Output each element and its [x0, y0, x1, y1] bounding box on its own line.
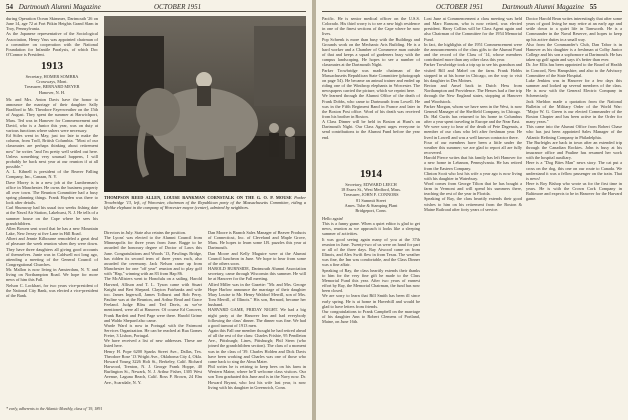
- right-col1-body: Hello again! This is a funny game. When a quiet editor is glad to get news, reunion as we approach it looks like a sleeping summer of activities. It was good seeing again many of you at the 37th reunion in June. Twenty-two of us were on hand for part or all of the three days. Ray Atwood came on from Illinois, and Alex Swift flew in from Texas. The weather was fine, the Inn was comfortable, and the Class Dinner was a fine affair. Speaking of Ray, the class heartily extends their thanks to him for the very fine gift he made to the Class Memorial Fund this year. After two years of earnest effort by Ray, the Memorial Chairman, the fund has now been closed. We are sorry to learn that Bill Smith has been ill since early spring. He is at home in Haverhill and would be glad to have letters from friends. Our congratulations to Frank Campbell on the marriage of his daughter Ann to Robert Clemens of Portland, Maine, on June 16th.: [322, 216, 420, 325]
- left-running-head: [6, 3, 101, 11]
- right-header-rule: [322, 11, 622, 12]
- class-1913-secretary: Secretary, HOMER SOMBRA Crossways, Mont. Treasurer, BERNARD MEYER Hanover, N. H.: [24, 74, 80, 95]
- right-running-head: [502, 3, 601, 11]
- right-page-number: 55: [589, 3, 597, 11]
- right-col3-text: Doctor Harold Bean writes interestingly that after some years of good living he may retire at an early age and settle down to a quiet life in Tamworth. He is a Commander in the Naval Reserve, and hopes to keep up his active duties in a small way. Also from the Commander's Club, Dan Tabor is in Hanover as his daughter is a freshman at Colby Junior College and his son a sophomore at Dartmouth. He has taken up golf again and says it's better than ever. Dr. Joe Ellis has been appointed to the Board of Health in Concord, New Hampshire, and also to the Advisory Committee of the State Hospital. Luke Jenkins was in Hanover for a few days this summer and looked up several members of the class. He is now with the General Electric Company in Schenectady. Jack Sheldon made a quotation from the National Bulletin of the Military Order of the World War: "Major W. G. Green is our elected Commander of the Boston Chapter and has been active in the Order for many years." This came into the Alumni Office from Robert Chase who has just been appointed Sales Manager of the Atlantic Refining Company in Philadelphia. The Burleighs are back in town after an extended trip through the Canadian Rockies. John is busy at his insurance office and Pauline has resumed her work with the hospital auxiliary. Here is a "Dog Bites Man" news story. The cat put a cross on the dog, this one on our route to Canada. We understand it was a fellow passenger on the train. That is news! Here is Roy Bishop who wrote us for the first time in years. He is with the Crown Cork Company in Baltimore and expects to be in Hanover for the Harvard game.: [526, 16, 622, 202]
- left-col1-body: Mr. and Mrs. Anton Davis have the honor to announce the marriage of their daughter Sally Bradford to Mr. Theodore Fayerweather on the 15th of August. They spent the summer at Harwichport, Mass. Ted was in Hanover for Commencement and David, who is a Junior this year, was on duty at various functions where ushers were necessary. Ed Stiles went in May, just too late to make the column, from Troll, British Columbia. "Most of our classmates are perhaps thinking about retirement now" he writes "and I'm pretty well settled out here. Unless something very unusual happens, I will probably be back next year at our reunion if at all possible." A. L. Kibnell is president of the Beaver Falling Company, Inc., Canaan, N. Y. Dave Morey is in a new job at the Lumberman's office in Manchester. He owns the business property all over town. The Reunion Committee had a busy spring planning things. Frank Hayden was there to look after details. Carl Shumway had his usual two weeks fishing date at the Naval Air Station, Lakehurst, N. J. He tells of a summer house on the Cape where he sees his grandchildren. Allen Bowen sent word that he has a new Mountain Lake, New Jersey at five Lane in Hill Road. Albert and Jennie Kilbourne remodeled a great deal of pleasure the week reunion when they were down. They have three daughters all giving good accounts of themselves. Junie was in Caldwell not long ago, attending a meeting of the General Council of Congregational Churches. Mr. Mallon is now living in Amsterdam, N. Y. and living on Northampton Road. We hope for more news of him this Fall. Nelson C. Lockhart, for two years vice-president of the National City Bank, was elected a vice-president of the Bank.: [6, 97, 98, 298]
- elephant-photo: [104, 16, 306, 192]
- class-heading-1914: 1914: [360, 168, 382, 180]
- photo-caption-lead: THOMPSON REED ALLEN, LOUISE BANKMAN CORNSTALK ON THE G. O. P. MOUSE: [104, 195, 292, 200]
- left-page: [0, 0, 312, 420]
- left-header-rule: [6, 11, 306, 12]
- right-col1-text: Pacific. He is senior medical officer on the U.S.S. Colorado. His third worry is to see a new high residence in one of the finest sections of the Cape where he now lives. Pop Schrenk is more than busy with the Buildings and Grounds work on the Mechanic Arts Building. He is a hard worker and a Chamber of Commerce man outside of that and keeps a squad of gardeners busy with the campus landscaping. He hopes to see a number of classmates at the Dartmouth Night. Parker Trowbridge was made chairman of the Massachusetts Republican State Committee (photograph on page 54). He became an animal trainer and ended up riding one of the Winthrop elephants in Worcester. The newspapers carried the picture, which we reprint here. We learned through the Alumni Office of the death of Frank Dobbs, who came to Dartmouth from Lowell. He was in the Fifth Regiment Band in France and later in the Boston Post office. Word of his death was received from his brother in Boston. A Class Dinner will be held in Boston at Hunt's on Dartmouth Night. Our Class Agent urges everyone to send contributions to the Alumni Fund before the year end.: [322, 16, 420, 140]
- left-col3-text: Dan Moore is Branch Sales Manager of Beaver Products of Connecticut, Inc. of Cleveland and Maple Grove, Mass. He hopes to learn some I.B. puzzles this year at Dartmouth. Dan Moore and Kelly Maguire were at the Alumni Council luncheon in June. We hope to hear from some of the others soon. HAROLD BURNSIDE, Dartmouth Alumni Association secretary, came through Wisconsin this summer. He will be at Hanover for the Fall meeting. Allied Miller was in the Gazette: "Mr. and Mrs. George Hope Harlow announce the marriage of their daughter Mary Louise to Mr. Henry Waldorf Merrill, son of Mrs. Tom Merrill, of Illinois." His son, Bernard, became her husband. HARVARD GAME, FRIDAY NIGHT. We had a big night party at the Hanover Inn and had everybody following the class' dinner. The dinner was fine. We had a good turnout of 1913 men. Again this Fall one member thought he had retired ahead of all the rest of the class: Charles Frisbie, 95 Pendleton Ave., Pittsburgh; Lines, Pittsburgh; Phil Stern (who joined the grandchildren section). The class of a moment was in the class of '39. Charles Holden and Dick Davis have been working and Charles was one of those who came back to sing the Alma Mater. Phil writes he is retiring to keep bees on his farm in Western Maine, where he'll welcome class visitors. Our son Tom graduated this June and is in the Navy now. Dr. Howard Bryant, who lost his wife last year, is now living with his daughter in Greenwich, Conn.: [208, 230, 306, 390]
- class-heading-1913: 1913: [41, 60, 63, 72]
- right-magazine-title: Dartmouth Alumni Magazine: [502, 3, 584, 11]
- class-1914-secretary: Secretary, EDWARD LEECH 18 Essex St., West Medford, Mass. Treasurer, JOHN F. CONNORS 81 Summit Street Ames. Tube & Stamping Plant Bridgeport, Conn.: [340, 182, 402, 214]
- right-month: OCTOBER 1951: [436, 3, 484, 11]
- left-page-number: 54: [6, 3, 13, 11]
- elephant-photo-image: [104, 16, 306, 192]
- right-col2-text: Lost June at Commencement a class meeting was held and Marc Ransom, who is now retired, was elected president. Harry Collins will be Class Agent again and also Chairman of the Committee for the 1954 Memorial Fund. In fact, the highlights of the 1951 Commencement were the announcements of the class gifts to the Alumni Fund and the record of the Class of '14, whose members contributed more than any other class this year. Parker Trowbridge took a trip up to see his grandson and visited Bill and Mabel on the farm. Frank Hobbs stopped in at his home in Chicago, on the way to visit his daughter in Des Moines. Becton and Ansel back in Dutch Hess from Northampton and Providence. The Hesses had a fine trip through the New England states, stopping at Hanover and Woodstock. Parker Morgan, whom we have seen in the West, is now General Manager of the Sheffield Company, in Chicago. Dr. Hal Curtis has returned to his home in Columbus after a year spent traveling in Europe and the Near East. We were sorry to hear of the death of Pete Dagenais, a member of our class who left after freshman year. He lived in Lowell and was a well known contractor there. Four of our members have been a little under the weather this summer; we are glad to report all are fully recovered. Harold Pierce writes that his family has left Hanover for a new home in Lebanon, Pennsylvania. He has retired from the Eastern Company. Clinton Scott who lost his wife a year ago is now living with his daughter in Waterbury. Word comes from George Tilton that he has bought a farm in Vermont and will spend his summers there, teaching the rest of the year in Florida. Speaking of Ray, the class heartily extends their good wishes to him on his retirement from the Boston & Maine Railroad after forty years of service.: [424, 16, 522, 212]
- right-page: [316, 0, 628, 420]
- left-col2-text: Directors in July. State also retains the position. The Lyons' was elected to the Alumni Council from Minneapolis for three years from June. Ragge to be awarded the honorary degree of Doctor of Laws this June. Congratulations and Woods '13, Pawlings Bridge, has ridden its second term of three years each, also awarded the ceremony. Jack Nelson came up from Manchester for one "off year" reunion and to play golf with "Hap," winning with an 83 from Hap 86. The McAllisters went to Honolulu on a sailing. Harold Harvard, Allison and T. L. Tyson came with Stuart Knight and Bert Shepard. Clayton Fairbanks and wife too. James Ingersoll, James Tolhurst and Bob Perry. Pauline was at the Reunion, and Arthur Read and Grace Feeland. Judge Bliss and Ted Davis, as we've mentioned, were all at Hanover. Of course Ed Conover, Frank Bartlett and Fred Page were there. Harold Grime and Waldo Shepard also came. Warde Ward is now in Portugal with the Fairmont Services Organization. He can be reached at Rua Gomes Freire, 3 Lisbon, Portugal. We have received a list of new addresses. These are listed here. Henry H. Pope 6200 Sparks Street Ave., Dallas, Tex. Theodore Rose '13 Wright Ave., Oklahoma City 4, Okla. Howard Young 3226 Holt St., Berkeley, Calif. Richard Harwood, Trenton, N. J. George Frank Hoppe, 40 Burlington St., Newark, N. J. Arthur Fisher, 1305 West Avenue, Laguna Beach, Calif. Ross P. Brown, 24 Elm Ave., Scarsdale, N. Y.: [104, 230, 202, 385]
- left-magazine-title: Dartmouth Alumni Magazine: [18, 3, 101, 11]
- photo-caption-text: Parker Trowbridge '13, left, of Worcester, chairman of the Republican party of the Massachusetts Committee, riding a lifelike elephant in the company of Worcester mayor (center), admired by neighbors.: [104, 195, 306, 211]
- left-col1-intro: during Operation Ocean Skimmer, Dartmouth '26 on June 14, age 72 at Fort Pitkin Heights Grand Slam in Troy, Pennsylvania. As the Japanese representative of the Sociological Association, Henry Vass was appointed chairman of a committee on cooperation with the National Foundation for Infantile Paralysis, of which Doc O'Connor is President.: [6, 16, 98, 58]
- left-footnote: * early, adherents to the Atlantic Monthly, class of '19, 1891: [6, 406, 103, 411]
- photo-caption: [104, 195, 306, 227]
- left-month: OCTOBER 1951: [154, 3, 202, 11]
